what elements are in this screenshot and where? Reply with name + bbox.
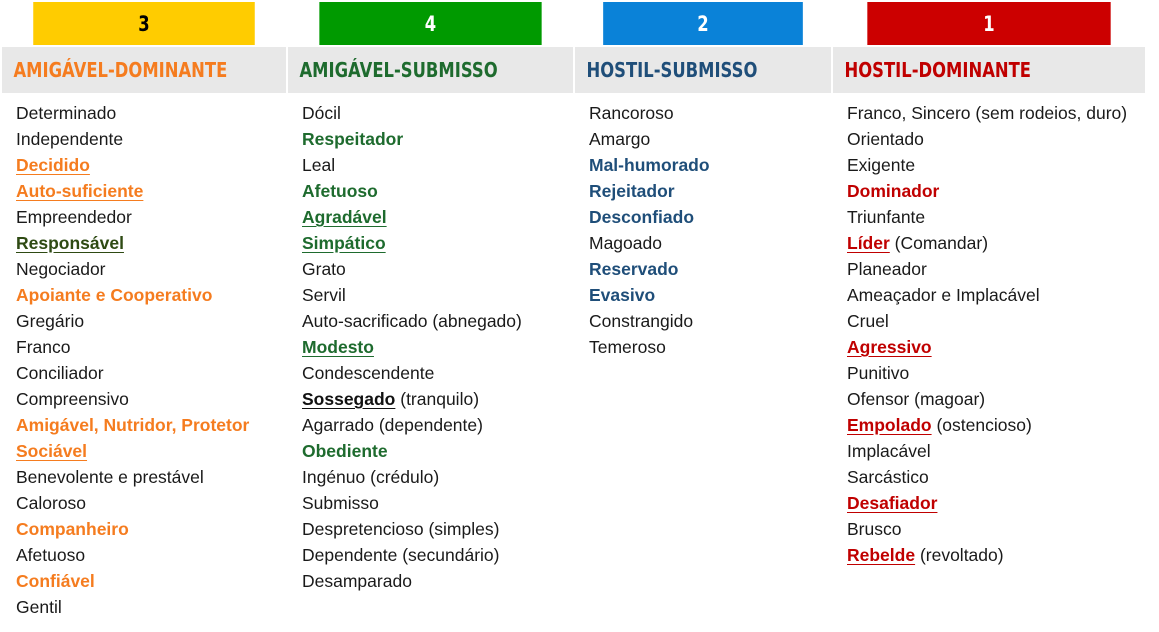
trait-item: [847, 490, 1145, 516]
trait-item: [16, 542, 286, 568]
trait-text: Responsável: [16, 233, 124, 253]
trait-item: [302, 178, 573, 204]
trait-text: Afetuoso: [302, 181, 378, 201]
trait-text: Modesto: [302, 337, 374, 357]
trait-item: [589, 178, 831, 204]
trait-list: [288, 93, 573, 594]
column-amigavel-submisso: [288, 2, 573, 620]
trait-text: Servil: [302, 285, 346, 305]
trait-text: Independente: [16, 129, 124, 149]
trait-text: Negociador: [16, 259, 106, 279]
trait-text: Caloroso: [16, 493, 87, 513]
trait-item: [302, 516, 573, 542]
trait-item: [16, 438, 286, 464]
trait-text: Amigável, Nutridor, Protetor: [16, 415, 250, 435]
trait-item: [302, 100, 573, 126]
trait-item: [302, 542, 573, 568]
trait-text: Dependente (secundário): [302, 545, 500, 565]
trait-item: [847, 386, 1145, 412]
trait-item: [16, 282, 286, 308]
trait-item: [302, 204, 573, 230]
trait-text: Auto-sacrificado (abnegado): [302, 311, 522, 331]
trait-item: [16, 152, 286, 178]
trait-text: Exigente: [847, 155, 916, 175]
trait-text: Mal-humorado: [589, 155, 710, 175]
trait-item: [589, 256, 831, 282]
trait-text: Confiável: [16, 571, 95, 591]
trait-text: Respeitador: [302, 129, 404, 149]
trait-text: Franco, Sincero (sem rodeios, duro): [847, 103, 1128, 123]
trait-text: Planeador: [847, 259, 927, 279]
column-amigavel-dominante: [2, 2, 286, 620]
trait-item: [847, 256, 1145, 282]
trait-text: Rancoroso: [589, 103, 674, 123]
trait-text: Apoiante e Cooperativo: [16, 285, 213, 305]
trait-item: [847, 360, 1145, 386]
trait-item: [847, 152, 1145, 178]
trait-item: [16, 334, 286, 360]
trait-item: [589, 152, 831, 178]
trait-text: Conciliador: [16, 363, 104, 383]
trait-text: Leal: [302, 155, 336, 175]
trait-item: [589, 230, 831, 256]
trait-text: Magoado: [589, 233, 662, 253]
trait-item: [589, 204, 831, 230]
trait-text: Afetuoso: [16, 545, 86, 565]
trait-item: [16, 204, 286, 230]
trait-text: Auto-suficiente: [16, 181, 144, 201]
trait-text: Desafiador: [847, 493, 938, 513]
trait-text: Desconfiado: [589, 207, 695, 227]
trait-list: [833, 93, 1145, 568]
trait-item: [302, 412, 573, 438]
trait-text: Evasivo: [589, 285, 656, 305]
trait-note: (Comandar): [889, 233, 989, 253]
trait-item: [847, 516, 1145, 542]
trait-item: [589, 126, 831, 152]
trait-note: (ostencioso): [931, 415, 1032, 435]
trait-item: [302, 334, 573, 360]
trait-item: [302, 282, 573, 308]
column-title: HOSTIL-SUBMISSO: [586, 58, 758, 82]
column-number-text: 3: [138, 11, 150, 36]
trait-item: [589, 334, 831, 360]
trait-item: [16, 100, 286, 126]
trait-text: Determinado: [16, 103, 117, 123]
trait-item: [302, 386, 573, 412]
trait-text: Rejeitador: [589, 181, 675, 201]
trait-text: Franco: [16, 337, 71, 357]
column-title-band: [833, 47, 1145, 93]
trait-text: Ameaçador e Implacável: [847, 285, 1040, 305]
trait-text: Cruel: [847, 311, 889, 331]
trait-item: [16, 308, 286, 334]
trait-item: [589, 282, 831, 308]
trait-text: Orientado: [847, 129, 924, 149]
trait-item: [847, 230, 1145, 256]
trait-item: [589, 100, 831, 126]
trait-item: [589, 308, 831, 334]
trait-item: [847, 282, 1145, 308]
column-title: HOSTIL-DOMINANTE: [844, 58, 1032, 82]
trait-text: Simpático: [302, 233, 386, 253]
trait-text: Gregário: [16, 311, 85, 331]
trait-item: [847, 204, 1145, 230]
trait-item: [302, 360, 573, 386]
column-number: [867, 2, 1110, 45]
trait-text: Dócil: [302, 103, 341, 123]
trait-item: [16, 360, 286, 386]
trait-item: [16, 126, 286, 152]
trait-item: [16, 464, 286, 490]
trait-item: [302, 464, 573, 490]
trait-text: Despretencioso (simples): [302, 519, 500, 539]
column-title-band: [2, 47, 286, 93]
trait-item: [16, 178, 286, 204]
column-title: AMIGÁVEL-SUBMISSO: [299, 58, 498, 82]
trait-item: [16, 412, 286, 438]
trait-item: [847, 464, 1145, 490]
trait-text: Condescendente: [302, 363, 435, 383]
trait-text: Constrangido: [589, 311, 694, 331]
trait-item: [847, 412, 1145, 438]
trait-item: [16, 594, 286, 620]
trait-text: Rebelde: [847, 545, 916, 565]
trait-text: Companheiro: [16, 519, 129, 539]
trait-text: Submisso: [302, 493, 379, 513]
trait-item: [302, 230, 573, 256]
trait-item: [847, 334, 1145, 360]
trait-text: Ofensor (magoar): [847, 389, 986, 409]
trait-item: [16, 386, 286, 412]
trait-text: Implacável: [847, 441, 931, 461]
trait-text: Decidido: [16, 155, 90, 175]
trait-item: [302, 256, 573, 282]
trait-text: Obediente: [302, 441, 388, 461]
trait-item: [302, 568, 573, 594]
trait-text: Grato: [302, 259, 346, 279]
trait-text: Punitivo: [847, 363, 910, 383]
trait-text: Ingénuo (crédulo): [302, 467, 440, 487]
column-number-text: 2: [697, 11, 709, 36]
trait-text: Temeroso: [589, 337, 666, 357]
trait-item: [16, 256, 286, 282]
column-number-text: 4: [424, 11, 437, 36]
trait-item: [302, 438, 573, 464]
trait-text: Benevolente e prestável: [16, 467, 204, 487]
trait-text: Dominador: [847, 181, 940, 201]
trait-item: [16, 490, 286, 516]
trait-text: Líder: [847, 233, 890, 253]
trait-text: Empolado: [847, 415, 932, 435]
trait-list: [2, 93, 286, 620]
trait-text: Triunfante: [847, 207, 926, 227]
trait-text: Agarrado (dependente): [302, 415, 483, 435]
column-title: AMIGÁVEL-DOMINANTE: [13, 58, 228, 82]
column-hostil-submisso: [575, 2, 831, 620]
trait-text: Sociável: [16, 441, 88, 461]
trait-list: [575, 93, 831, 360]
trait-text: Empreendedor: [16, 207, 132, 227]
column-number: [319, 2, 541, 45]
trait-item: [16, 516, 286, 542]
column-title-band: [575, 47, 831, 93]
trait-item: [847, 178, 1145, 204]
trait-item: [302, 490, 573, 516]
trait-item: [16, 230, 286, 256]
column-hostil-dominante: [833, 2, 1145, 620]
trait-item: [847, 308, 1145, 334]
trait-text: Gentil: [16, 597, 62, 617]
column-number: [603, 2, 803, 45]
trait-note: (revoltado): [915, 545, 1004, 565]
trait-text: Compreensivo: [16, 389, 129, 409]
trait-text: Agressivo: [847, 337, 932, 357]
trait-text: Reservado: [589, 259, 679, 279]
column-title-band: [288, 47, 573, 93]
trait-item: [302, 308, 573, 334]
trait-item: [16, 568, 286, 594]
trait-text: Sossegado: [302, 389, 396, 409]
trait-text: Brusco: [847, 519, 902, 539]
trait-item: [847, 438, 1145, 464]
trait-text: Sarcástico: [847, 467, 929, 487]
trait-note: (tranquilo): [395, 389, 480, 409]
trait-text: Agradável: [302, 207, 387, 227]
trait-text: Desamparado: [302, 571, 412, 591]
trait-text: Amargo: [589, 129, 651, 149]
trait-item: [302, 126, 573, 152]
behavior-table: [2, 2, 1145, 620]
trait-item: [302, 152, 573, 178]
trait-item: [847, 542, 1145, 568]
trait-item: [847, 100, 1145, 126]
column-number: [33, 2, 255, 45]
column-number-text: 1: [983, 11, 995, 36]
trait-item: [847, 126, 1145, 152]
